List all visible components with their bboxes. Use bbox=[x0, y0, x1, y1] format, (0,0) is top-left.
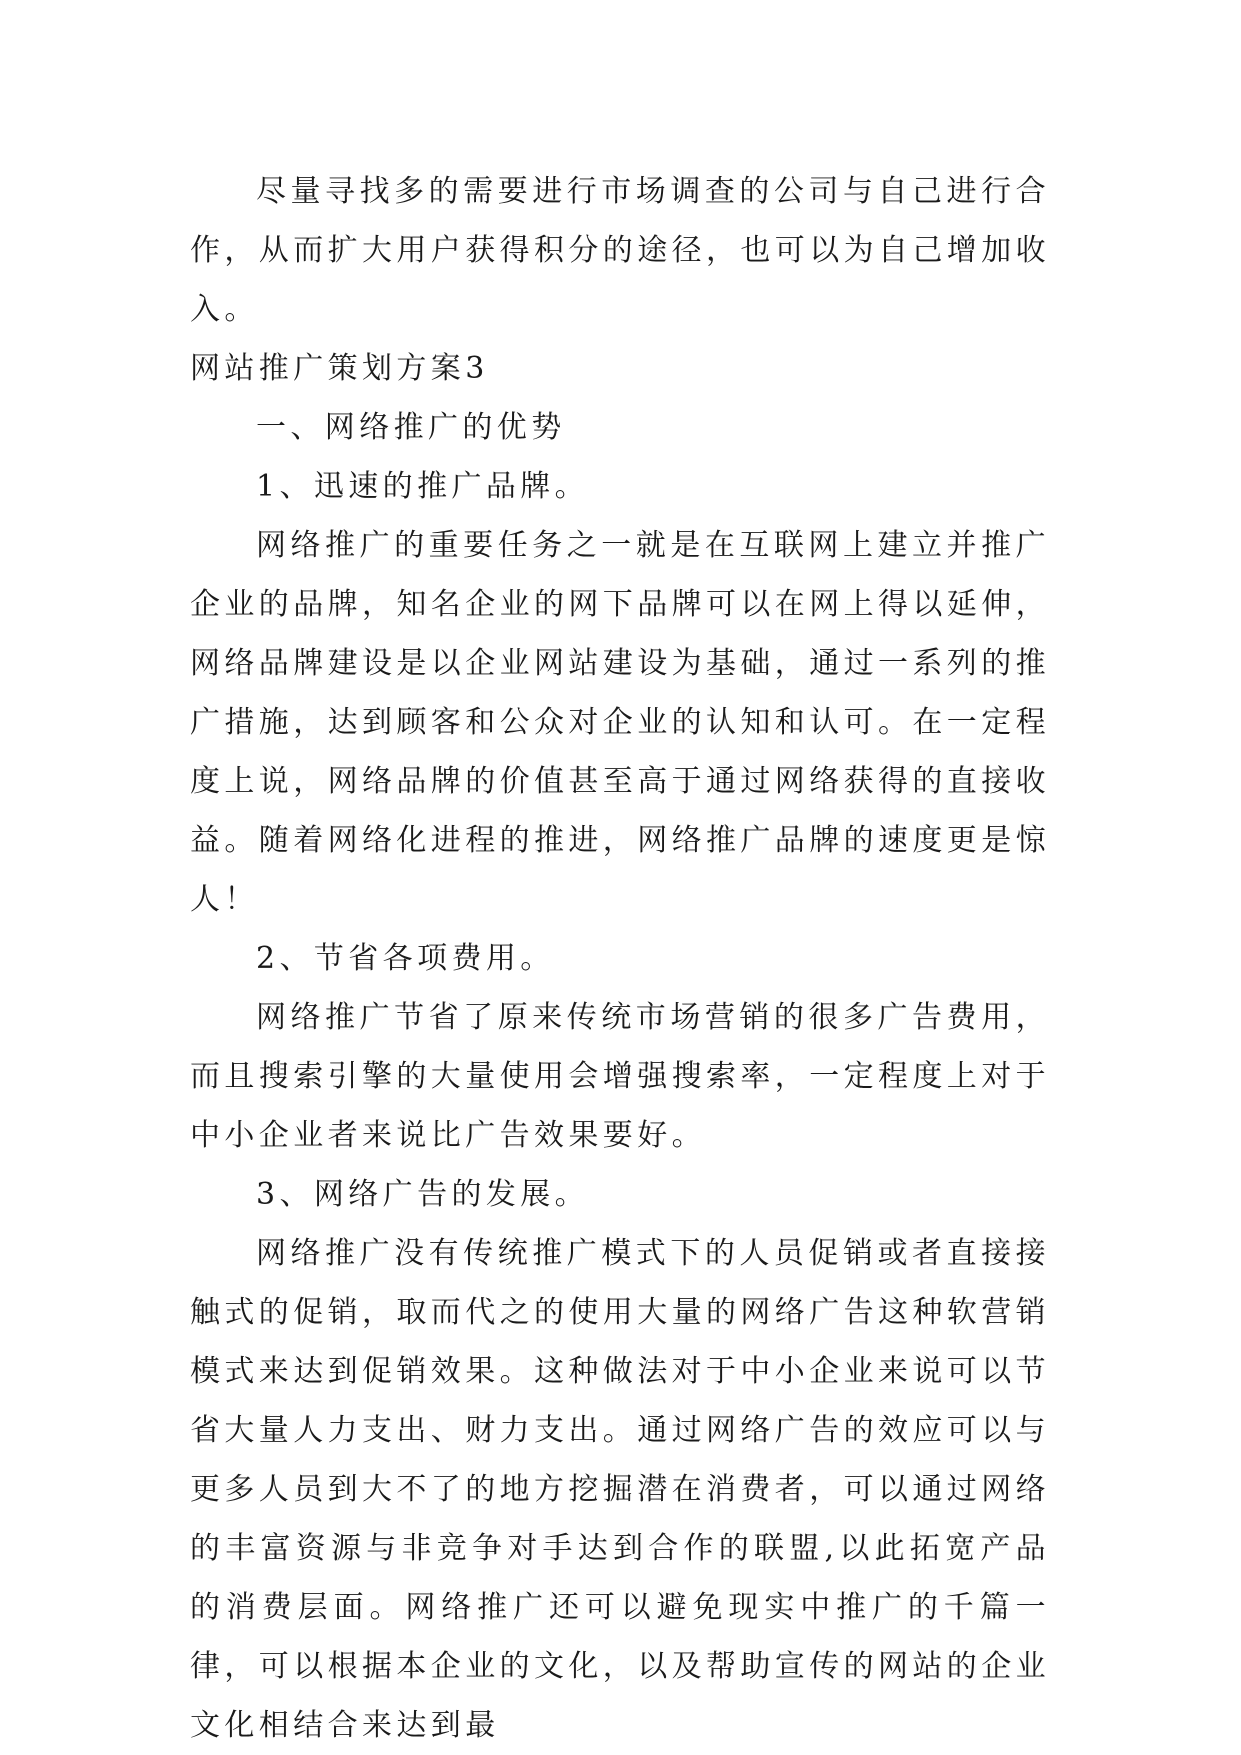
subsection-heading: 1、迅速的推广品牌。 bbox=[256, 469, 590, 504]
subsection-heading: 2、节省各项费用。 bbox=[256, 941, 555, 976]
body-paragraph: 网络推广节省了原来传统市场营销的很多广告费用，而且搜索引擎的大量使用会增强搜索率，一定程度上对于中小企业者来说比广告效果要好。 bbox=[190, 1000, 1050, 1153]
body-paragraph: 网络推广的重要任务之一就是在互联网上建立并推广企业的品牌，知名企业的网下品牌可以在网上得以延伸，网络品牌建设是以企业网站建设为基础，通过一系列的推广措施，达到顾客和公众对企业的认知和认可。在一定程度上说，网络品牌的价值甚至高于通过网络获得的直接收益。随着网络化进程的推进，网络推广品牌的速度更是惊人！ bbox=[190, 528, 1050, 917]
body-paragraph: 网络推广没有传统推广模式下的人员促销或者直接接触式的促销，取而代之的使用大量的网络广告这种软营销模式来达到促销效果。这种做法对于中小企业来说可以节省大量人力支出、财力支出。通过网络广告的效应可以与更多人员到大不了的地方挖掘潜在消费者，可以通过网络的丰富资源与非竞争对手达到合作的联盟,以此拓宽产品的消费层面。网络推广还可以避免现实中推广的千篇一律，可以根据本企业的文化，以及帮助宣传的网站的企业文化相结合来达到最 bbox=[190, 1236, 1050, 1743]
document-title: 网站推广策划方案3 bbox=[190, 351, 489, 386]
section-heading: 一、网络推广的优势 bbox=[256, 410, 566, 445]
body-paragraph: 尽量寻找多的需要进行市场调查的公司与自己进行合作，从而扩大用户获得积分的途径，也可以为自己增加收入。 bbox=[190, 174, 1050, 327]
document-body bbox=[190, 162, 1050, 1755]
subsection-heading: 3、网络广告的发展。 bbox=[256, 1177, 590, 1212]
